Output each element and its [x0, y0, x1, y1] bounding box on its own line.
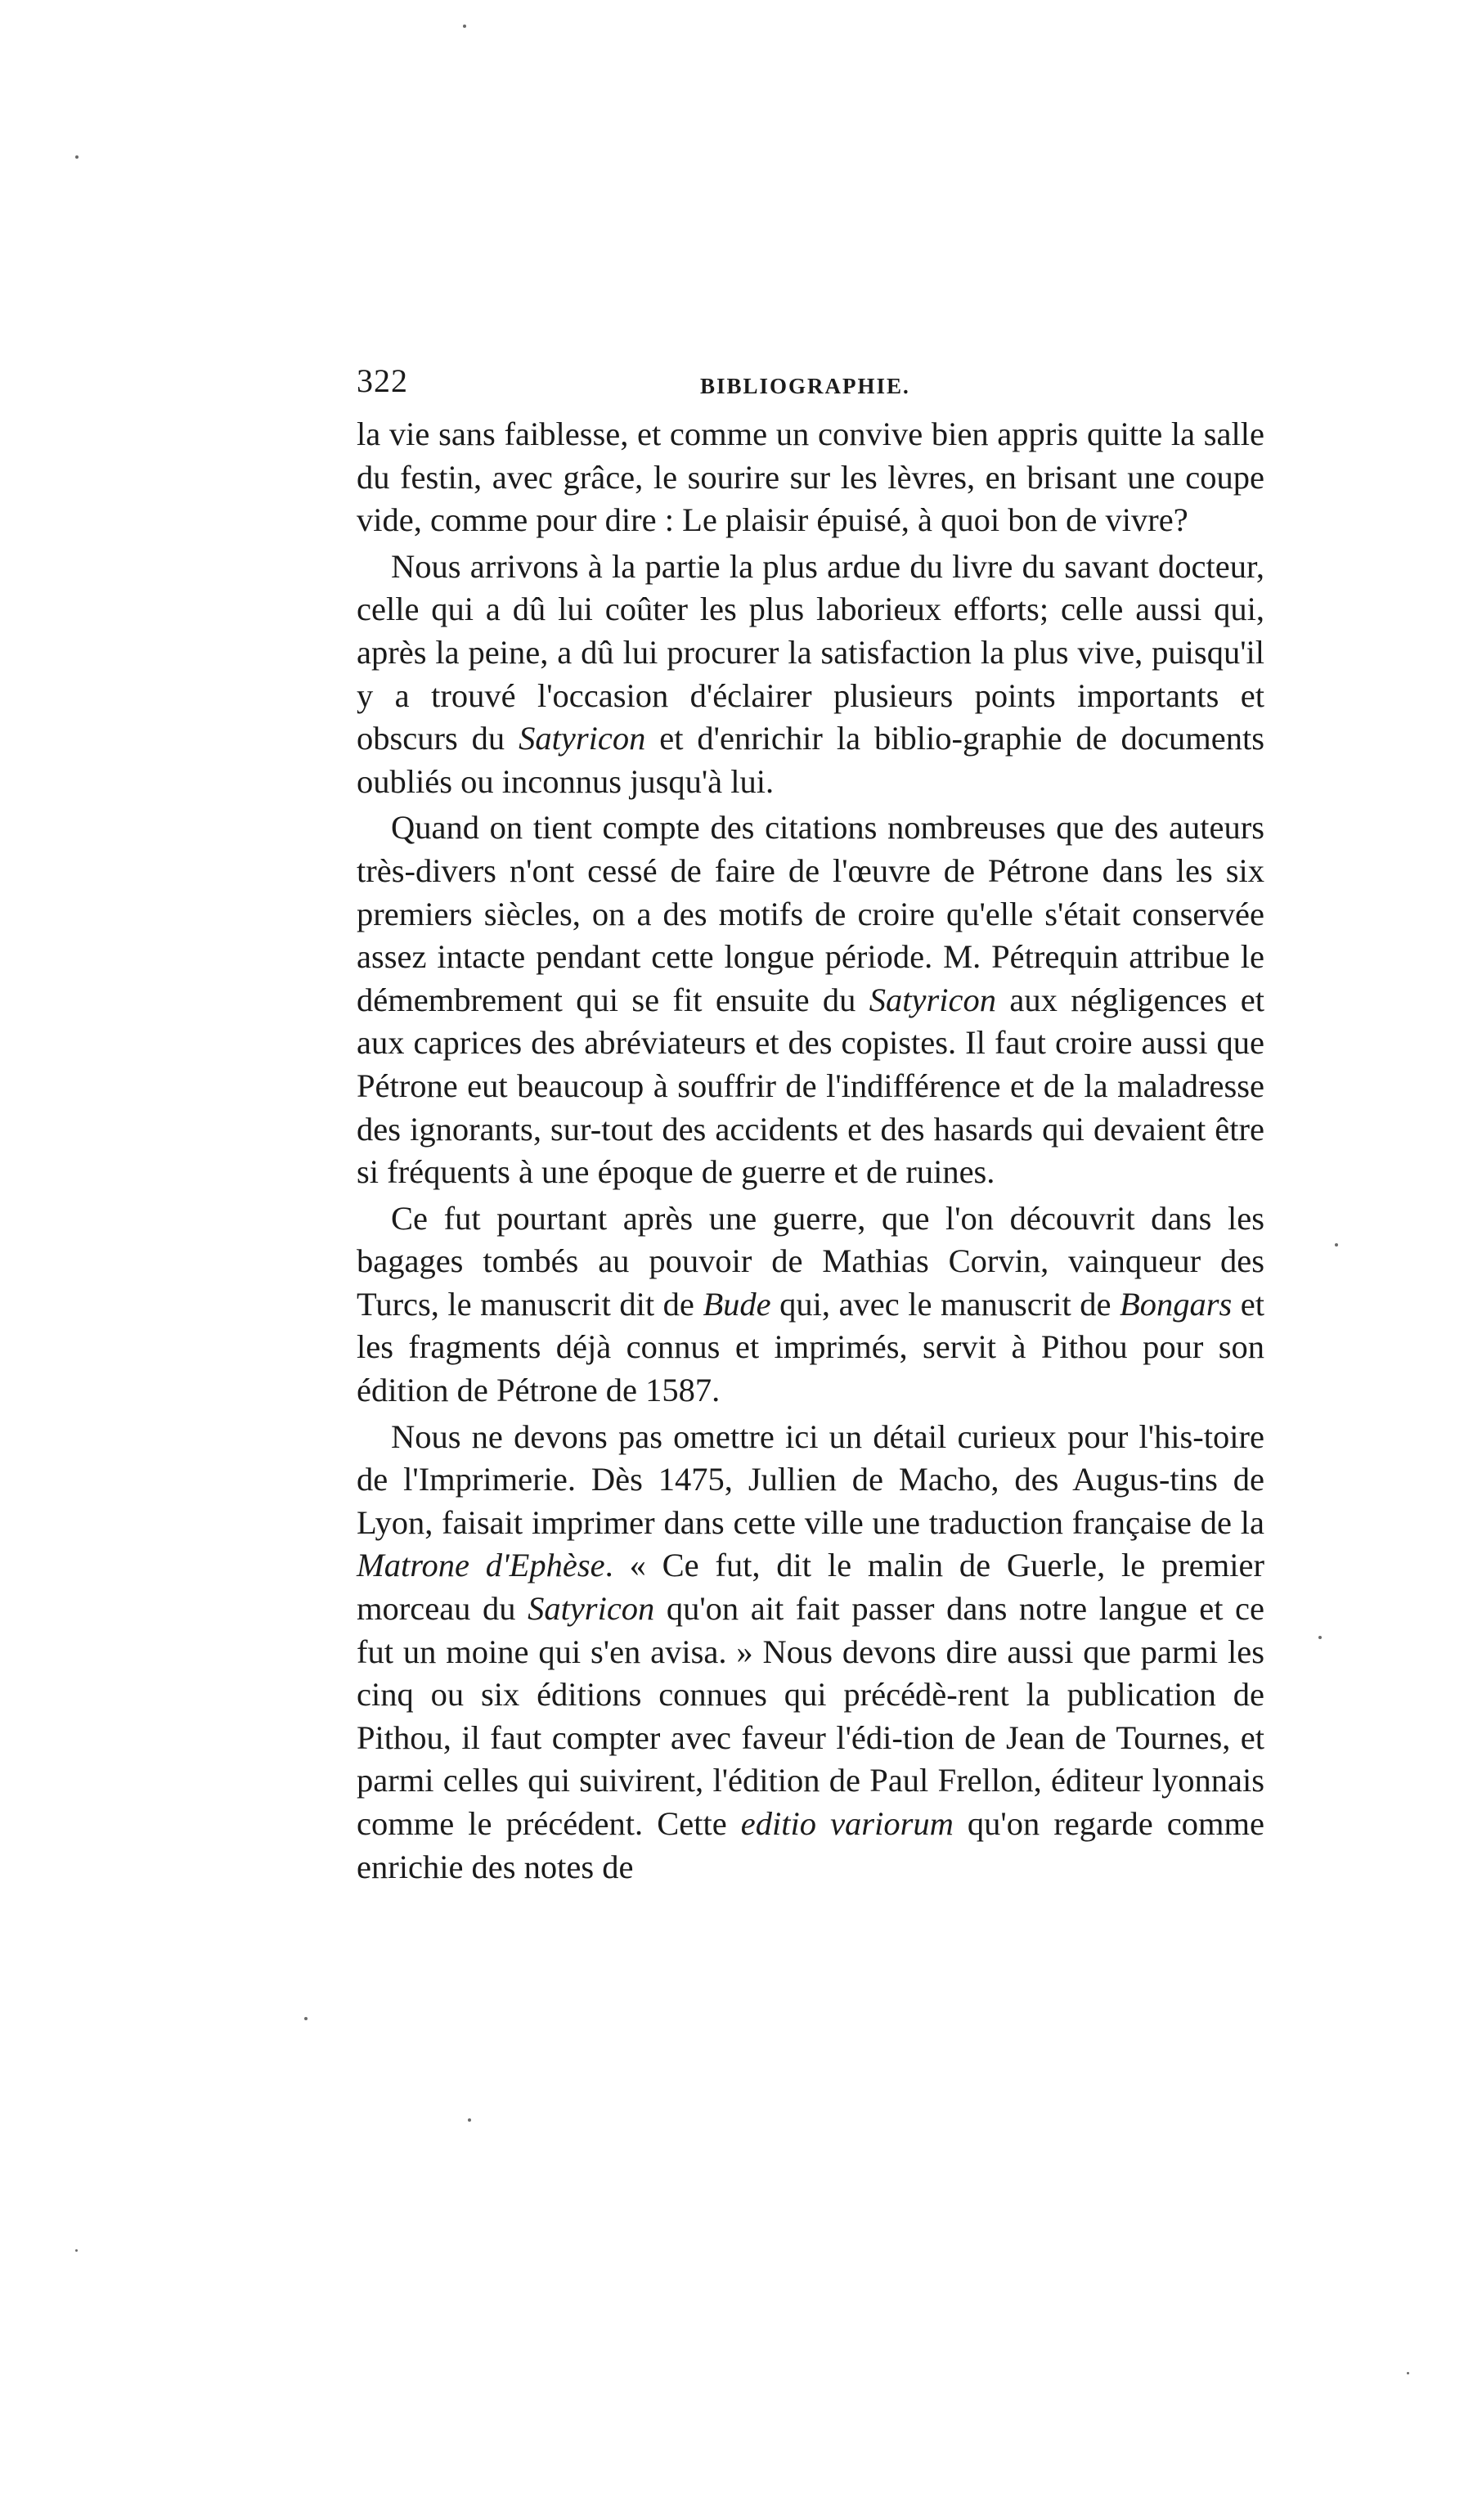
page-header	[357, 357, 1264, 406]
paragraph-3	[357, 806, 1264, 1193]
paragraph-4	[357, 1197, 1264, 1413]
paragraph-text: aux négligences et aux caprices des abréviateurs et des copistes. Il faut croire aussi que Pétrone eut beaucoup à souffrir de l'indifférence et de la maladresse des ignorants, sur-tout des accidents et des hasards qui devaient être si fréquents à une époque de guerre et de ruines.	[357, 981, 1264, 1191]
scan-speck	[1407, 2372, 1409, 2374]
scan-speck	[304, 2017, 308, 2020]
text-body	[357, 413, 1264, 1889]
paragraph-text: qu'on ait fait passer dans notre langue et ce fut un moine qui s'en avisa. » Nous devons dire aussi que parmi les cinq ou six éditions connues qui précédè-rent la publication de Pithou, il faut compter avec faveur l'édi-tion de Jean de Tournes, et parmi celles qui suivirent, l'édition de Paul Frellon, éditeur lyonnais comme le précédent. Cette	[357, 1590, 1265, 1842]
scan-speck	[1318, 1636, 1322, 1639]
paragraph-text: et les fragments déjà connus et imprimés, servit à Pithou pour son édition de Pétrone de 1587.	[357, 1285, 1265, 1409]
scan-speck	[468, 2118, 471, 2122]
italic-title: Bude	[703, 1285, 771, 1323]
italic-title: Bongars	[1120, 1285, 1233, 1323]
page-number: 322	[357, 362, 408, 399]
scan-speck	[463, 25, 466, 28]
paragraph-5	[357, 1416, 1264, 1889]
scan-speck	[75, 155, 79, 159]
italic-title: Satyricon	[519, 720, 646, 757]
paragraph-text: qu'on regarde comme enrichie des notes de	[357, 1805, 1265, 1885]
scan-speck	[1335, 1243, 1338, 1247]
italic-title: editio variorum	[740, 1805, 954, 1842]
paragraph-text: Nous ne devons pas omettre ici un détail curieux pour l'his-toire de l'Imprimerie. Dès 1475, Jullien de Macho, des Augus-tins de Lyon, faisait imprimer dans cette ville une traduction française de la	[357, 1417, 1264, 1541]
running-head: BIBLIOGRAPHIE.	[700, 374, 910, 398]
italic-title: Satyricon	[869, 981, 997, 1018]
paragraph-text: Ce fut pourtant après une guerre, que l'on découvrit dans les bagages tombés au pouvoir de Mathias Corvin, vainqueur des Turcs, le manuscrit dit de	[357, 1199, 1264, 1323]
paragraph-2	[357, 546, 1264, 804]
paragraph-text: et d'enrichir la biblio-graphie de documents oubliés ou inconnus jusqu'à lui.	[357, 720, 1264, 800]
italic-title: Satyricon	[528, 1590, 655, 1628]
paragraph-text: la vie sans faiblesse, et comme un convive bien appris quitte la salle du festin, avec grâce, le sourire sur les lèvres, en brisant une coupe vide, comme pour dire : Le plaisir épuisé, à quoi bon de vivre?	[357, 416, 1264, 539]
paragraph-text: qui, avec le manuscrit de	[770, 1285, 1120, 1323]
italic-title: Matrone d'Ephèse	[357, 1547, 605, 1584]
paragraph-text: Quand on tient compte des citations nombreuses que des auteurs très-divers n'ont cessé de faire de l'œuvre de Pétrone dans les six premiers siècles, on a des motifs de croire qu'elle s'était conservée assez intacte pendant cette longue période. M. Pétrequin attribue le démembrement qui se fit ensuite du	[357, 809, 1264, 1018]
paragraph-1	[357, 413, 1264, 542]
paragraph-text: . « Ce fut, dit le malin de Guerle, le premier morceau du	[357, 1547, 1264, 1628]
scan-speck	[75, 2249, 78, 2252]
paragraph-text: Nous arrivons à la partie la plus ardue du livre du savant docteur, celle qui a dû lui coûter les plus laborieux efforts; celle aussi qui, après la peine, a dû lui procurer la satisfaction la plus vive, puisqu'il y a trouvé l'occasion d'éclairer plusieurs points importants et obscurs du	[357, 547, 1264, 757]
